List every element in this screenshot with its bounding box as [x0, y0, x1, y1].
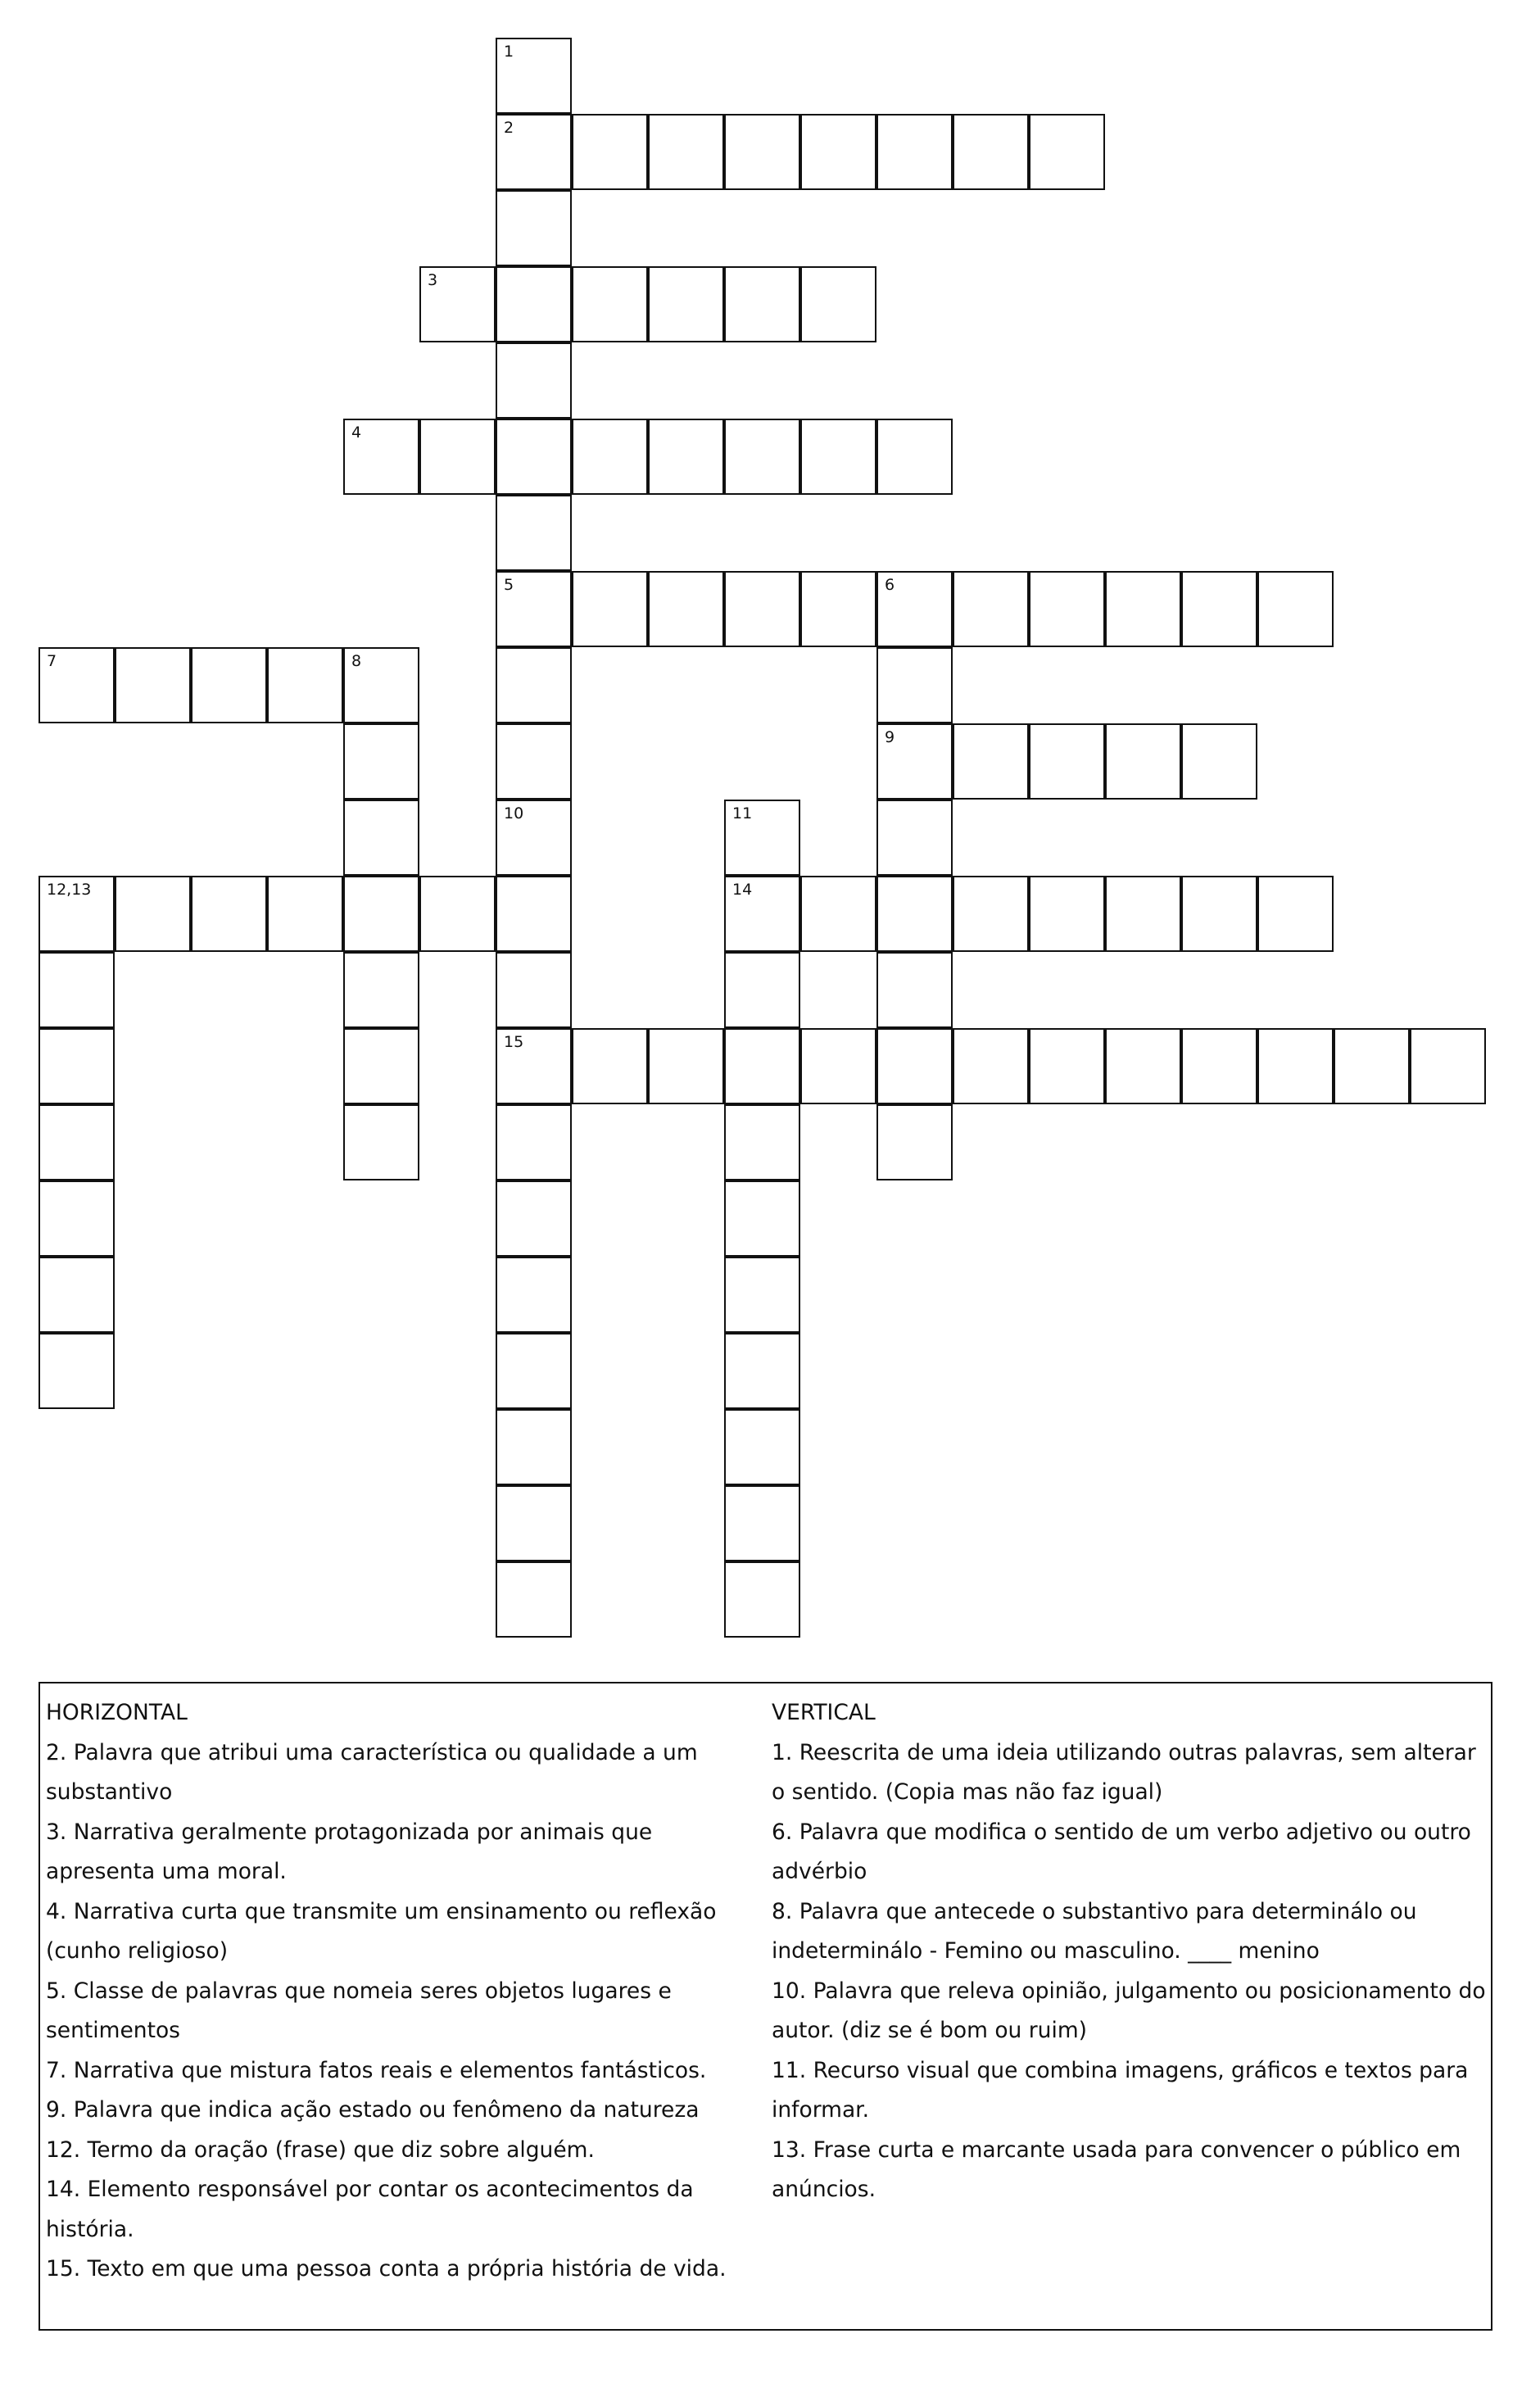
crossword-cell[interactable]	[496, 1104, 572, 1180]
clue-number: 3	[428, 271, 438, 289]
crossword-cell[interactable]	[724, 1028, 800, 1104]
crossword-cell[interactable]	[343, 1028, 419, 1104]
crossword-cell[interactable]	[648, 266, 724, 342]
crossword-cell[interactable]	[876, 419, 953, 495]
clue-line: 13. Frase curta e marcante usada para convencer o público em	[772, 2137, 1461, 2163]
crossword-cell[interactable]	[1410, 1028, 1486, 1104]
clue-line: informar.	[772, 2097, 870, 2123]
crossword-cell[interactable]	[343, 800, 419, 876]
crossword-cell[interactable]	[800, 419, 876, 495]
crossword-cell[interactable]	[1181, 723, 1257, 800]
crossword-cell[interactable]	[343, 647, 419, 723]
crossword-cell[interactable]	[1105, 876, 1181, 952]
crossword-cell[interactable]	[800, 876, 876, 952]
crossword-cell[interactable]	[343, 1104, 419, 1180]
crossword-cell[interactable]	[724, 800, 800, 876]
crossword-cell[interactable]	[800, 571, 876, 647]
crossword-cell[interactable]	[496, 38, 572, 114]
crossword-cell[interactable]	[572, 266, 648, 342]
crossword-cell[interactable]	[876, 571, 953, 647]
clue-line: 6. Palavra que modifica o sentido de um verbo adjetivo ou outro	[772, 1819, 1471, 1845]
clue-number: 1	[504, 43, 514, 61]
crossword-cell[interactable]	[876, 800, 953, 876]
crossword-cell[interactable]	[953, 723, 1029, 800]
crossword-cell[interactable]	[648, 1028, 724, 1104]
crossword-cell[interactable]	[724, 1333, 800, 1409]
clue-line: 15. Texto em que uma pessoa conta a própria história de vida.	[46, 2256, 727, 2282]
crossword-cell[interactable]	[191, 647, 267, 723]
crossword-cell[interactable]	[496, 571, 572, 647]
clue-number: 9	[885, 728, 895, 746]
clue-line: 8. Palavra que antecede o substantivo para determinálo ou	[772, 1898, 1417, 1924]
clue-number: 10	[504, 804, 524, 822]
crossword-cell[interactable]	[343, 952, 419, 1028]
crossword-cell[interactable]	[648, 571, 724, 647]
crossword-cell[interactable]	[876, 876, 953, 952]
crossword-cell[interactable]	[724, 1180, 800, 1257]
clue-line: 10. Palavra que releva opinião, julgamento ou posicionamento do	[772, 1978, 1486, 2004]
crossword-cell[interactable]	[572, 571, 648, 647]
crossword-cell[interactable]	[38, 1180, 115, 1257]
crossword-cell[interactable]	[496, 800, 572, 876]
vertical-clues	[772, 1693, 1492, 2210]
clue-line: 7. Narrativa que mistura fatos reais e elementos fantásticos.	[46, 2057, 707, 2083]
crossword-cell[interactable]	[724, 1409, 800, 1485]
clues-heading-horizontal: HORIZONTAL	[46, 1700, 188, 1725]
crossword-cell[interactable]	[38, 1333, 115, 1409]
crossword-cell[interactable]	[1181, 876, 1257, 952]
crossword-cell[interactable]	[38, 1104, 115, 1180]
clue-line: 11. Recurso visual que combina imagens, gráficos e textos para	[772, 2057, 1469, 2083]
clue-number: 2	[504, 119, 514, 137]
clue-line: anúncios.	[772, 2177, 876, 2202]
crossword-cell[interactable]	[496, 1485, 572, 1561]
crossword-cell[interactable]	[496, 876, 572, 952]
clue-number: 4	[351, 424, 362, 442]
clue-line: 3. Narrativa geralmente protagonizada por animais que	[46, 1819, 653, 1845]
clue-line: 9. Palavra que indica ação estado ou fenômeno da natureza	[46, 2097, 700, 2123]
clue-number: 14	[732, 881, 753, 899]
crossword-cell[interactable]	[1105, 571, 1181, 647]
crossword-cell[interactable]	[876, 723, 953, 800]
crossword-cell[interactable]	[724, 571, 800, 647]
clue-line: substantivo	[46, 1779, 173, 1805]
clue-number: 5	[504, 576, 514, 594]
crossword-cell[interactable]	[38, 647, 115, 723]
crossword-cell[interactable]	[1257, 571, 1334, 647]
crossword-cell[interactable]	[724, 876, 800, 952]
crossword-cell[interactable]	[648, 114, 724, 190]
crossword-cell[interactable]	[496, 1409, 572, 1485]
crossword-cell[interactable]	[800, 114, 876, 190]
crossword-cell[interactable]	[800, 1028, 876, 1104]
crossword-cell[interactable]	[496, 114, 572, 190]
crossword-cell[interactable]	[115, 647, 191, 723]
crossword-cell[interactable]	[191, 876, 267, 952]
crossword-cell[interactable]	[496, 419, 572, 495]
crossword-cell[interactable]	[267, 647, 343, 723]
crossword-cell[interactable]	[724, 952, 800, 1028]
clue-line: (cunho religioso)	[46, 1938, 229, 1964]
crossword-cell[interactable]	[876, 647, 953, 723]
crossword-cell[interactable]	[496, 647, 572, 723]
crossword-cell[interactable]	[343, 723, 419, 800]
clue-number: 7	[47, 652, 57, 670]
crossword-cell[interactable]	[1029, 114, 1105, 190]
crossword-cell[interactable]	[1029, 571, 1105, 647]
horizontal-clues	[46, 1693, 767, 2290]
clue-line: advérbio	[772, 1859, 867, 1884]
crossword-cell[interactable]	[572, 114, 648, 190]
clue-line: 14. Elemento responsável por contar os acontecimentos da	[46, 2177, 694, 2202]
crossword-cell[interactable]	[496, 952, 572, 1028]
crossword-cell[interactable]	[1029, 1028, 1105, 1104]
crossword-cell[interactable]	[1181, 1028, 1257, 1104]
crossword-cell[interactable]	[724, 1104, 800, 1180]
crossword-cell[interactable]	[267, 876, 343, 952]
crossword-cell[interactable]	[800, 266, 876, 342]
crossword-cell[interactable]	[724, 114, 800, 190]
crossword-cell[interactable]	[496, 1333, 572, 1409]
crossword-cell[interactable]	[876, 1028, 953, 1104]
clue-line: 1. Reescrita de uma ideia utilizando outras palavras, sem alterar	[772, 1739, 1476, 1765]
crossword-cell[interactable]	[496, 1257, 572, 1333]
crossword-cell[interactable]	[572, 1028, 648, 1104]
crossword-cell[interactable]	[496, 266, 572, 342]
crossword-cell[interactable]	[38, 952, 115, 1028]
crossword-cell[interactable]	[496, 723, 572, 800]
crossword-cell[interactable]	[496, 190, 572, 266]
clue-line: indeterminálo - Femino ou masculino. ____ menino	[772, 1938, 1320, 1964]
crossword-cell[interactable]	[419, 876, 496, 952]
crossword-cell[interactable]	[648, 419, 724, 495]
clue-number: 8	[351, 652, 362, 670]
crossword-cell[interactable]	[38, 876, 115, 952]
crossword-cell[interactable]	[1029, 723, 1105, 800]
crossword-cell[interactable]	[1105, 1028, 1181, 1104]
crossword-cell[interactable]	[496, 1561, 572, 1638]
crossword-cell[interactable]	[38, 1257, 115, 1333]
crossword-cell[interactable]	[724, 1561, 800, 1638]
clues-heading-vertical: VERTICAL	[772, 1700, 876, 1725]
clue-line: 4. Narrativa curta que transmite um ensinamento ou reflexão	[46, 1898, 717, 1924]
crossword-cell[interactable]	[496, 495, 572, 571]
clue-line: o sentido. (Copia mas não faz igual)	[772, 1779, 1163, 1805]
crossword-cell[interactable]	[1334, 1028, 1410, 1104]
crossword-cell[interactable]	[419, 419, 496, 495]
crossword-cell[interactable]	[953, 571, 1029, 647]
crossword-cell[interactable]	[953, 114, 1029, 190]
clue-number: 6	[885, 576, 895, 594]
crossword-cell[interactable]	[1181, 571, 1257, 647]
crossword-cell[interactable]	[115, 876, 191, 952]
crossword-cell[interactable]	[572, 419, 648, 495]
clue-line: 5. Classe de palavras que nomeia seres objetos lugares e	[46, 1978, 672, 2004]
clue-number: 15	[504, 1033, 524, 1051]
crossword-cell[interactable]	[496, 342, 572, 419]
clue-line: autor. (diz se é bom ou ruim)	[772, 2018, 1087, 2043]
crossword-cell[interactable]	[876, 1104, 953, 1180]
crossword-cell[interactable]	[1105, 723, 1181, 800]
crossword-cell[interactable]	[724, 1485, 800, 1561]
crossword-cell[interactable]	[724, 419, 800, 495]
clue-line: 2. Palavra que atribui uma característica ou qualidade a um	[46, 1739, 698, 1765]
crossword-cell[interactable]	[496, 1180, 572, 1257]
crossword-cell[interactable]	[419, 266, 496, 342]
crossword-cell[interactable]	[876, 952, 953, 1028]
clue-number: 12,13	[47, 881, 92, 899]
crossword-cell[interactable]	[496, 1028, 572, 1104]
crossword-cell[interactable]	[953, 876, 1029, 952]
crossword-cell[interactable]	[343, 419, 419, 495]
crossword-cell[interactable]	[724, 266, 800, 342]
clue-line: história.	[46, 2216, 134, 2242]
crossword-cell[interactable]	[38, 1028, 115, 1104]
crossword-cell[interactable]	[1029, 876, 1105, 952]
clues-box	[38, 1682, 1492, 2331]
clue-line: sentimentos	[46, 2018, 180, 2043]
crossword-cell[interactable]	[724, 1257, 800, 1333]
clue-line: 12. Termo da oração (frase) que diz sobre alguém.	[46, 2137, 595, 2163]
crossword-cell[interactable]	[1257, 1028, 1334, 1104]
crossword-cell[interactable]	[1257, 876, 1334, 952]
crossword-cell[interactable]	[343, 876, 419, 952]
clue-line: apresenta uma moral.	[46, 1859, 287, 1884]
crossword-cell[interactable]	[876, 114, 953, 190]
clue-number: 11	[732, 804, 753, 822]
crossword-cell[interactable]	[953, 1028, 1029, 1104]
